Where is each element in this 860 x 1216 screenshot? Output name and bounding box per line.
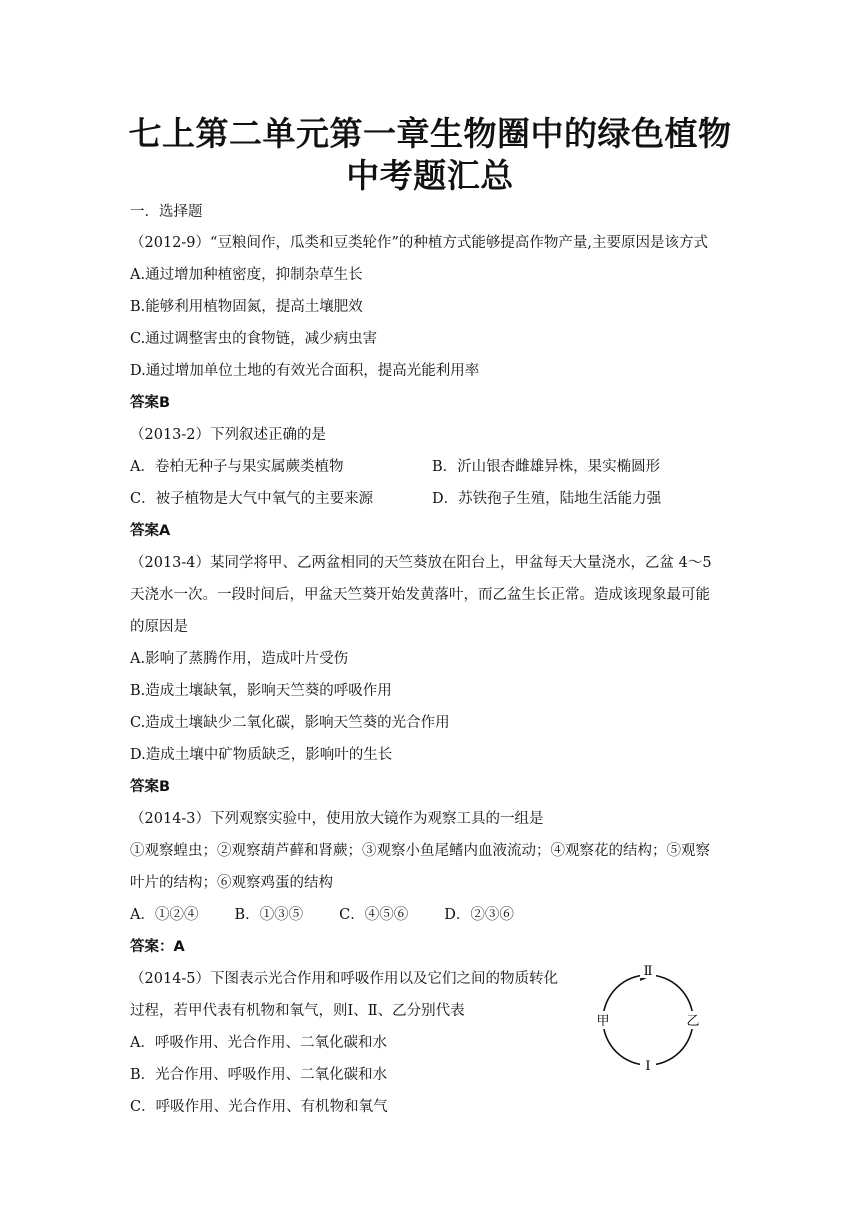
q5-option-a: A．呼吸作用、光合作用、二氧化碳和水 bbox=[130, 1035, 387, 1051]
q3-option-a: A.影响了蒸腾作用，造成叶片受伤 bbox=[130, 651, 349, 667]
q2-option-a: A．卷柏无种子与果实属蕨类植物 bbox=[130, 459, 344, 475]
q4-options bbox=[130, 905, 550, 925]
document-title-line1: 七上第二单元第一章生物圈中的绿色植物 bbox=[128, 114, 732, 153]
q4-option-d: D．②③⑥ bbox=[444, 907, 514, 923]
q3-stem-line3: 的原因是 bbox=[130, 619, 188, 635]
cycle-circle bbox=[603, 975, 693, 1065]
q2-option-b: B．沂山银杏雌雄异株，果实椭圆形 bbox=[432, 459, 661, 475]
q3-option-c: C.造成土壤缺少二氧化碳，影响天竺葵的光合作用 bbox=[130, 715, 450, 731]
diagram-label-top: Ⅱ bbox=[643, 964, 653, 979]
q5-option-c: C．呼吸作用、光合作用、有机物和氧气 bbox=[130, 1099, 388, 1115]
q5-stem-line1: （2014-5）下图表示光合作用和呼吸作用以及它们之间的物质转化 bbox=[130, 971, 559, 987]
q1-option-d: D.通过增加单位土地的有效光合面积，提高光能利用率 bbox=[130, 363, 480, 379]
q4-answer: 答案：A bbox=[130, 939, 185, 955]
q3-option-b: B.造成土壤缺氧，影响天竺葵的呼吸作用 bbox=[130, 683, 392, 699]
document-title-line2: 中考题汇总 bbox=[346, 156, 514, 195]
q1-option-b: B.能够利用植物固氮，提高土壤肥效 bbox=[130, 299, 363, 315]
q1-option-a: A.通过增加种植密度，抑制杂草生长 bbox=[130, 267, 363, 283]
q4-items-line1: ①观察蝗虫；②观察葫芦藓和肾蕨；③观察小鱼尾鳍内血液流动；④观察花的结构；⑤观察 bbox=[130, 843, 710, 859]
diagram-label-right: 乙 bbox=[686, 1014, 700, 1029]
q1-answer: 答案B bbox=[130, 395, 171, 411]
q2-answer: 答案A bbox=[130, 523, 171, 539]
q4-option-b: B．①③⑤ bbox=[234, 907, 304, 923]
section-heading: 一．选择题 bbox=[130, 204, 203, 220]
photosynthesis-respiration-cycle-diagram bbox=[588, 960, 728, 1080]
q2-option-c: C．被子植物是大气中氧气的主要来源 bbox=[130, 491, 374, 507]
q5-stem-line2: 过程，若甲代表有机物和氧气，则Ⅰ、Ⅱ、乙分别代表 bbox=[130, 1003, 465, 1019]
q4-stem: （2014-3）下列观察实验中，使用放大镜作为观察工具的一组是 bbox=[130, 811, 544, 827]
q1-stem: （2012-9）“豆粮间作，瓜类和豆类轮作”的种植方式能够提高作物产量,主要原因是该方式 bbox=[130, 235, 708, 251]
diagram-label-bottom: Ⅰ bbox=[645, 1059, 651, 1074]
q2-option-d: D．苏铁孢子生殖，陆地生活能力强 bbox=[432, 491, 662, 507]
q5-option-b: B．光合作用、呼吸作用、二氧化碳和水 bbox=[130, 1067, 388, 1083]
q1-option-c: C.通过调整害虫的食物链，减少病虫害 bbox=[130, 331, 378, 347]
q2-stem: （2013-2）下列叙述正确的是 bbox=[130, 427, 327, 443]
q4-items-line2: 叶片的结构；⑥观察鸡蛋的结构 bbox=[130, 875, 333, 891]
q4-option-a: A．①②④ bbox=[130, 907, 199, 923]
q3-option-d: D.造成土壤中矿物质缺乏，影响叶的生长 bbox=[130, 747, 393, 763]
q3-stem-line2: 天浇水一次。一段时间后，甲盆天竺葵开始发黄落叶，而乙盆生长正常。造成该现象最可能 bbox=[130, 587, 710, 603]
q4-option-c: C．④⑤⑥ bbox=[339, 907, 409, 923]
q3-stem-line1: （2013-4）某同学将甲、乙两盆相同的天竺葵放在阳台上，甲盆每天大量浇水，乙盆 4～5 bbox=[130, 555, 712, 571]
diagram-label-left: 甲 bbox=[596, 1014, 610, 1029]
q3-answer: 答案B bbox=[130, 779, 171, 795]
